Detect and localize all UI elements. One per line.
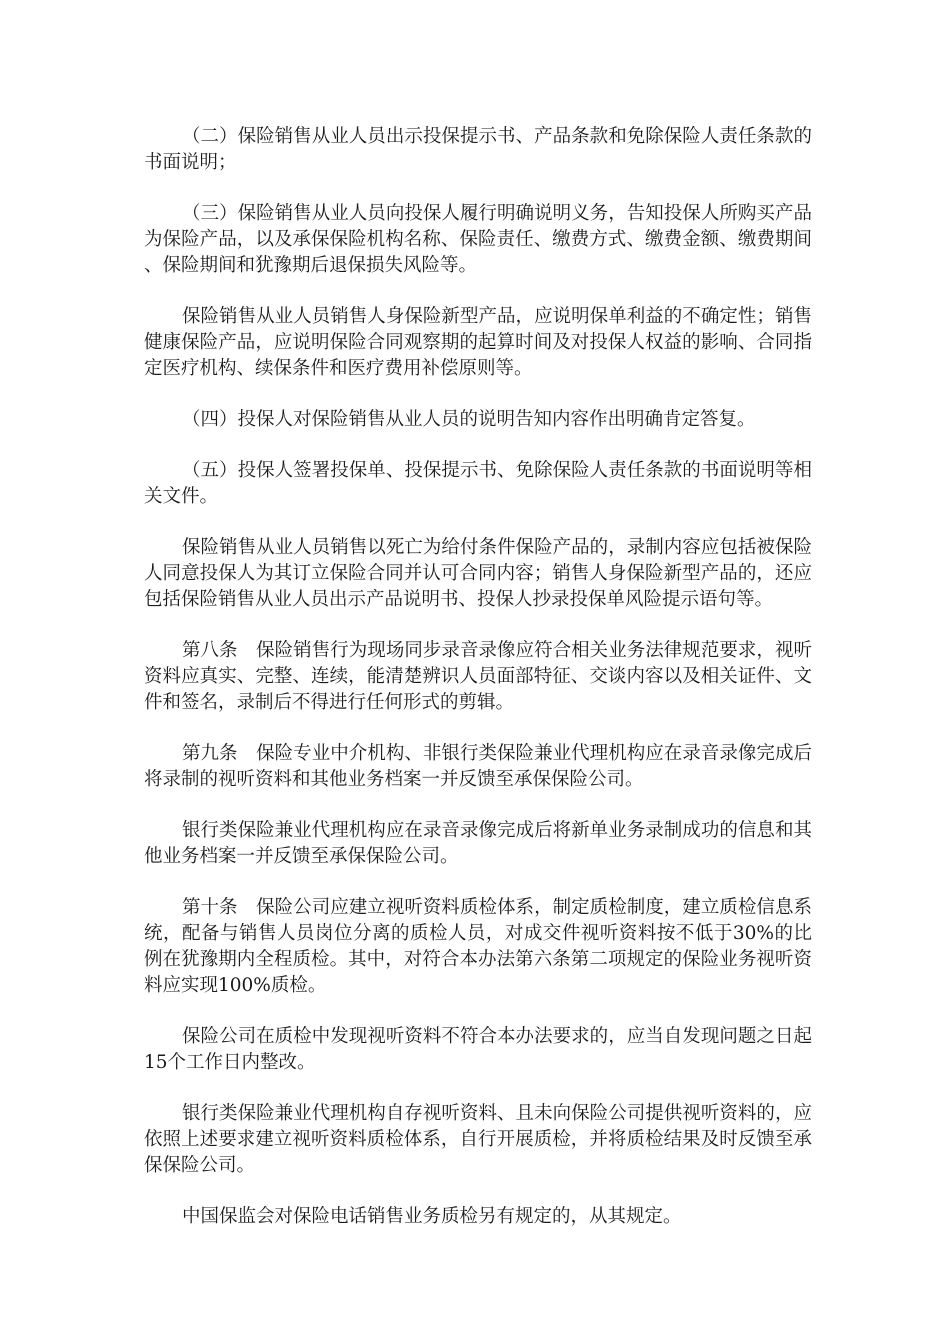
paragraph-item-4: （四）投保人对保险销售从业人员的说明告知内容作出明确肯定答复。 xyxy=(182,409,756,430)
paragraph-article-9: 第九条 保险专业中介机构、非银行类保险兼业代理机构应在录音录像完成后将录制的视听资料和其他业务档案一并反馈至承保保险公司。 xyxy=(144,743,812,790)
paragraph-new-products: 保险销售从业人员销售人身保险新型产品，应说明保单利益的不确定性；销售健康保险产品，应说明保险合同观察期的起算时间及对投保人权益的影响、合同指定医疗机构、续保条件和医疗费用补偿原则等。 xyxy=(144,306,812,379)
paragraph-bank-agency: 银行类保险兼业代理机构应在录音录像完成后将新单业务录制成功的信息和其他业务档案一并反馈至承保保险公司。 xyxy=(144,820,812,867)
paragraph-telesales: 中国保监会对保险电话销售业务质检另有规定的，从其规定。 xyxy=(182,1206,682,1227)
paragraph-bank-self-storage: 银行类保险兼业代理机构自存视听资料、且未向保险公司提供视听资料的，应依照上述要求建立视听资料质检体系，自行开展质检，并将质检结果及时反馈至承保保险公司。 xyxy=(144,1103,812,1176)
paragraph-rectification: 保险公司在质检中发现视听资料不符合本办法要求的，应当自发现问题之日起15个工作日内整改。 xyxy=(144,1026,812,1073)
paragraph-item-2: （二）保险销售从业人员出示投保提示书、产品条款和免除保险人责任条款的书面说明； xyxy=(144,126,812,173)
document-body xyxy=(144,124,812,1255)
paragraph-article-10: 第十条 保险公司应建立视听资料质检体系，制定质检制度，建立质检信息系统，配备与销售人员岗位分离的质检人员，对成交件视听资料按不低于30%的比例在犹豫期内全程质检。其中，对符合本办法第六条第二项规定的保险业务视听资料应实现100%质检。 xyxy=(144,897,812,996)
paragraph-item-3: （三）保险销售从业人员向投保人履行明确说明义务，告知投保人所购买产品为保险产品，以及承保保险机构名称、保险责任、缴费方式、缴费金额、缴费期间、保险期间和犹豫期后退保损失风险等。 xyxy=(144,203,812,276)
paragraph-death-benefit: 保险销售从业人员销售以死亡为给付条件保险产品的，录制内容应包括被保险人同意投保人为其订立保险合同并认可合同内容；销售人身保险新型产品的，还应包括保险销售从业人员出示产品说明书、投保人抄录投保单风险提示语句等。 xyxy=(144,537,812,610)
paragraph-article-8: 第八条 保险销售行为现场同步录音录像应符合相关业务法律规范要求，视听资料应真实、完整、连续，能清楚辨识人员面部特征、交谈内容以及相关证件、文件和签名，录制后不得进行任何形式的剪辑。 xyxy=(144,640,812,713)
paragraph-item-5: （五）投保人签署投保单、投保提示书、免除保险人责任条款的书面说明等相关文件。 xyxy=(144,460,812,507)
